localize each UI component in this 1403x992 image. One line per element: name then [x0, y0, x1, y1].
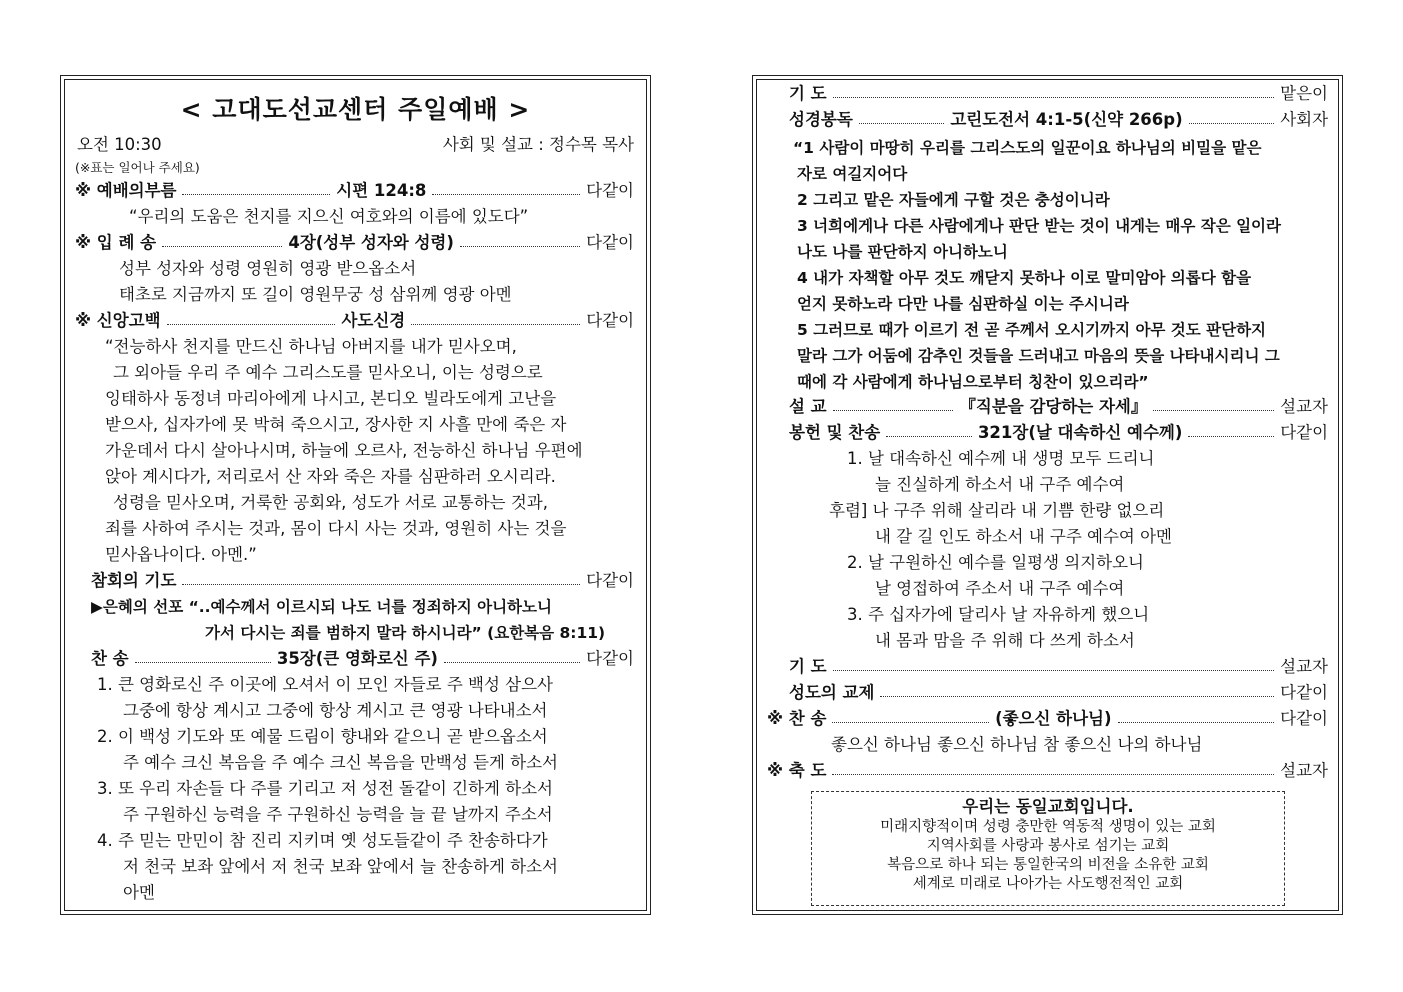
offering-line: 늘 진실하게 하소서 내 구주 예수여 — [875, 475, 1125, 494]
entrance-title: 4장(성부 성자와 성령) — [288, 233, 454, 252]
creed-line: 가운데서 다시 살아나시며, 하늘에 오르사, 전능하신 하나님 우편에 — [105, 441, 583, 460]
creed-row — [75, 309, 634, 333]
entrance-line: 성부 성자와 성령 영원히 영광 받으옵소서 — [119, 259, 417, 278]
dotted-leader — [1189, 123, 1275, 124]
dotted-leader — [135, 662, 271, 663]
sermon-label: 설 교 — [789, 397, 827, 416]
dotted-leader — [1188, 436, 1274, 437]
dotted-leader — [167, 324, 336, 325]
service-time: 오전 10:30 — [77, 135, 162, 154]
dotted-leader — [182, 194, 330, 195]
reading-line: 자로 여길지어다 — [797, 165, 908, 183]
hymn-label: 찬 송 — [91, 649, 129, 668]
prayer2-row — [789, 655, 1328, 679]
prayer2-who: 설교자 — [1280, 657, 1328, 676]
hymn-line: 4. 주 믿는 만민이 참 진리 지키며 옛 성도들같이 주 찬송하다가 — [97, 831, 548, 850]
dotted-leader — [432, 194, 580, 195]
dotted-leader — [1153, 410, 1274, 411]
grace-line: ▶은혜의 선포 “..예수께서 이르시되 나도 너를 정죄하지 아니하노니 — [91, 598, 552, 616]
call-text: “우리의 도움은 천지를 지으신 여호와의 이름에 있도다” — [129, 207, 529, 226]
praise-text: 좋으신 하나님 좋으신 하나님 참 좋으신 나의 하나님 — [831, 735, 1203, 754]
hymn-title: 35장(큰 영화로신 주) — [276, 649, 438, 668]
hymn-line: 1. 큰 영화로신 주 이곳에 오셔서 이 모인 자들로 주 백성 삼으사 — [97, 675, 553, 694]
left-page — [60, 75, 651, 915]
dotted-leader — [832, 722, 989, 723]
service-title: < 고대도선교센터 주일예배 > — [180, 95, 531, 124]
reading-line: “1 사람이 마땅히 우리를 그리스도의 일꾼이요 하나님의 비밀을 맡은 — [793, 139, 1262, 157]
repent-who: 다같이 — [586, 571, 634, 590]
offering-line: 내 갈 길 인도 하소서 내 구주 예수여 아멘 — [875, 527, 1172, 546]
offering-line: 1. 날 대속하신 예수께 내 생명 모두 드리니 — [847, 449, 1155, 468]
entrance-hymn-row — [75, 231, 634, 255]
creed-title: 사도신경 — [341, 311, 406, 330]
fellowship-who: 다같이 — [1280, 683, 1328, 702]
dotted-leader — [886, 436, 972, 437]
creed-line: 믿사옵나이다. 아멘.” — [105, 545, 257, 564]
creed-line: 그 외아들 우리 주 예수 그리스도를 믿사오니, 이는 성령으로 — [113, 363, 543, 382]
dotted-leader — [444, 662, 580, 663]
fellowship-row — [789, 681, 1328, 705]
creed-line: 받으사, 십자가에 못 박혀 죽으시고, 장사한 지 사흘 만에 죽은 자 — [105, 415, 567, 434]
reading-who: 사회자 — [1280, 110, 1329, 129]
fellowship-label: 성도의 교제 — [789, 683, 875, 702]
entrance-who: 다같이 — [586, 233, 634, 252]
creed-who: 다같이 — [586, 311, 635, 330]
blessing-row — [767, 759, 1328, 783]
hymn-who: 다같이 — [586, 649, 634, 668]
prayer-label: 기 도 — [789, 84, 827, 103]
dotted-leader — [833, 410, 954, 411]
church-motto-box — [811, 791, 1285, 906]
prayer2-label: 기 도 — [789, 657, 827, 676]
creed-line: 잉태하사 동정녀 마리아에게 나시고, 본디오 빌라도에게 고난을 — [105, 389, 557, 408]
reading-title: 고린도전서 4:1-5(신약 266p) — [950, 110, 1183, 129]
creed-label: ※ 신앙고백 — [75, 311, 161, 330]
offering-title: 321장(날 대속하신 예수께) — [977, 423, 1183, 442]
blessing-who: 설교자 — [1280, 761, 1328, 780]
dotted-leader — [411, 324, 580, 325]
reading-line: 3 너희에게나 다른 사람에게나 판단 받는 것이 내게는 매우 작은 일이라 — [797, 217, 1281, 235]
offering-label: 봉헌 및 찬송 — [789, 423, 881, 442]
dotted-leader — [880, 696, 1274, 697]
sermon-title: 『직분을 감당하는 자세』 — [959, 397, 1148, 416]
right-page — [752, 75, 1343, 915]
offering-who: 다같이 — [1280, 423, 1329, 442]
call-to-worship-row — [75, 179, 634, 203]
offering-line: 내 몸과 맘을 주 위해 다 쓰게 하소서 — [875, 631, 1135, 650]
sermon-who: 설교자 — [1280, 397, 1328, 416]
offering-line: 2. 날 구원하신 예수를 일평생 의지하오니 — [847, 553, 1144, 572]
call-title: 시편 124:8 — [336, 181, 427, 200]
dotted-leader — [833, 670, 1275, 671]
grace-line: 가서 다시는 죄를 범하지 말라 하시니라” (요한복음 8:11) — [205, 624, 606, 642]
service-leader: 사회 및 설교 : 정수목 목사 — [442, 135, 634, 154]
hymn-line: 그중에 항상 계시고 그중에 항상 계시고 큰 영광 나타내소서 — [123, 701, 548, 720]
praise-title: (좋으신 하나님) — [995, 709, 1112, 728]
sermon-row — [789, 395, 1328, 419]
hymn-line: 3. 또 우리 자손들 다 주를 기리고 저 성전 돌같이 긴하게 하소서 — [97, 779, 553, 798]
repentance-row — [91, 569, 634, 593]
reading-label: 성경봉독 — [789, 110, 853, 129]
offering-row — [789, 421, 1328, 445]
reading-line: 때에 각 사람에게 하나님으로부터 칭찬이 있으리라” — [797, 373, 1149, 391]
dotted-leader — [833, 97, 1275, 98]
motto-line: 복음으로 하나 되는 통일한국의 비전을 소유한 교회 — [887, 857, 1209, 873]
prayer-who: 맡은이 — [1280, 84, 1328, 103]
motto-line: 세계로 미래로 나아가는 사도행전적인 교회 — [912, 876, 1184, 892]
dotted-leader — [859, 123, 945, 124]
creed-line: “전능하사 천지를 만드신 하나님 아버지를 내가 믿사오며, — [105, 337, 517, 356]
reading-line: 2 그리고 맡은 자들에게 구할 것은 충성이니라 — [797, 191, 1110, 209]
entrance-line: 태초로 지금까지 또 길이 영원무궁 성 삼위께 영광 아멘 — [119, 285, 512, 304]
dotted-leader — [1118, 722, 1275, 723]
dotted-leader — [162, 246, 282, 247]
offering-line: 후렴] 나 구주 위해 살리라 내 기쁨 한량 없으리 — [829, 501, 1165, 520]
motto-line: 지역사회를 사랑과 봉사로 섬기는 교회 — [926, 838, 1170, 854]
reading-line: 4 내가 자책할 아무 것도 깨닫지 못하나 이로 말미암아 의롭다 함을 — [797, 269, 1252, 287]
offering-line: 날 영접하여 주소서 내 구주 예수여 — [875, 579, 1125, 598]
dotted-leader — [460, 246, 580, 247]
hymn-line: 2. 이 백성 기도와 또 예물 드림이 향내와 같으니 곧 받으옵소서 — [97, 727, 548, 746]
hymn-line: 저 천국 보좌 앞에서 저 천국 보좌 앞에서 늘 찬송하게 하소서 — [123, 857, 558, 876]
offering-line: 3. 주 십자가에 달리사 날 자유하게 했으니 — [847, 605, 1150, 624]
creed-line: 죄를 사하여 주시는 것과, 몸이 다시 사는 것과, 영원히 사는 것을 — [105, 519, 567, 538]
reading-line: 5 그러므로 때가 이르기 전 곧 주께서 오시기까지 아무 것도 판단하지 — [797, 321, 1267, 339]
praise-row — [767, 707, 1328, 731]
reading-line: 나도 나를 판단하지 아니하노니 — [797, 243, 1008, 261]
dotted-leader — [832, 774, 1274, 775]
reading-line: 말라 그가 어둠에 감추인 것들을 드러내고 마음의 뜻을 나타내시리니 그 — [797, 347, 1280, 365]
standing-note: (※표는 일어나 주세요) — [75, 160, 200, 175]
creed-line: 성령을 믿사오며, 거룩한 공회와, 성도가 서로 교통하는 것과, — [113, 493, 548, 512]
creed-line: 앉아 계시다가, 저리로서 산 자와 죽은 자를 심판하러 오시리라. — [105, 467, 556, 486]
prayer-row — [789, 82, 1328, 106]
dotted-leader — [182, 584, 580, 585]
hymn-row — [91, 647, 634, 671]
praise-label: ※ 찬 송 — [767, 709, 827, 728]
motto-line: 미래지향적이며 성령 충만한 역동적 생명이 있는 교회 — [880, 819, 1216, 835]
praise-who: 다같이 — [1280, 709, 1328, 728]
hymn-line: 아멘 — [123, 883, 155, 902]
hymn-line: 주 구원하신 능력을 주 구원하신 능력을 늘 끝 날까지 주소서 — [123, 805, 553, 824]
reading-line: 얻지 못하노라 다만 나를 심판하실 이는 주시니라 — [797, 295, 1129, 313]
call-who: 다같이 — [586, 181, 634, 200]
blessing-label: ※ 축 도 — [767, 761, 827, 780]
hymn-line: 주 예수 크신 복음을 주 예수 크신 복음을 만백성 듣게 하소서 — [123, 753, 558, 772]
reading-row — [789, 108, 1328, 132]
repent-label: 참회의 기도 — [91, 571, 177, 590]
call-label: ※ 예배의부름 — [75, 181, 177, 200]
entrance-label: ※ 입 례 송 — [75, 233, 157, 252]
motto-title: 우리는 동일교회입니다. — [962, 797, 1134, 816]
